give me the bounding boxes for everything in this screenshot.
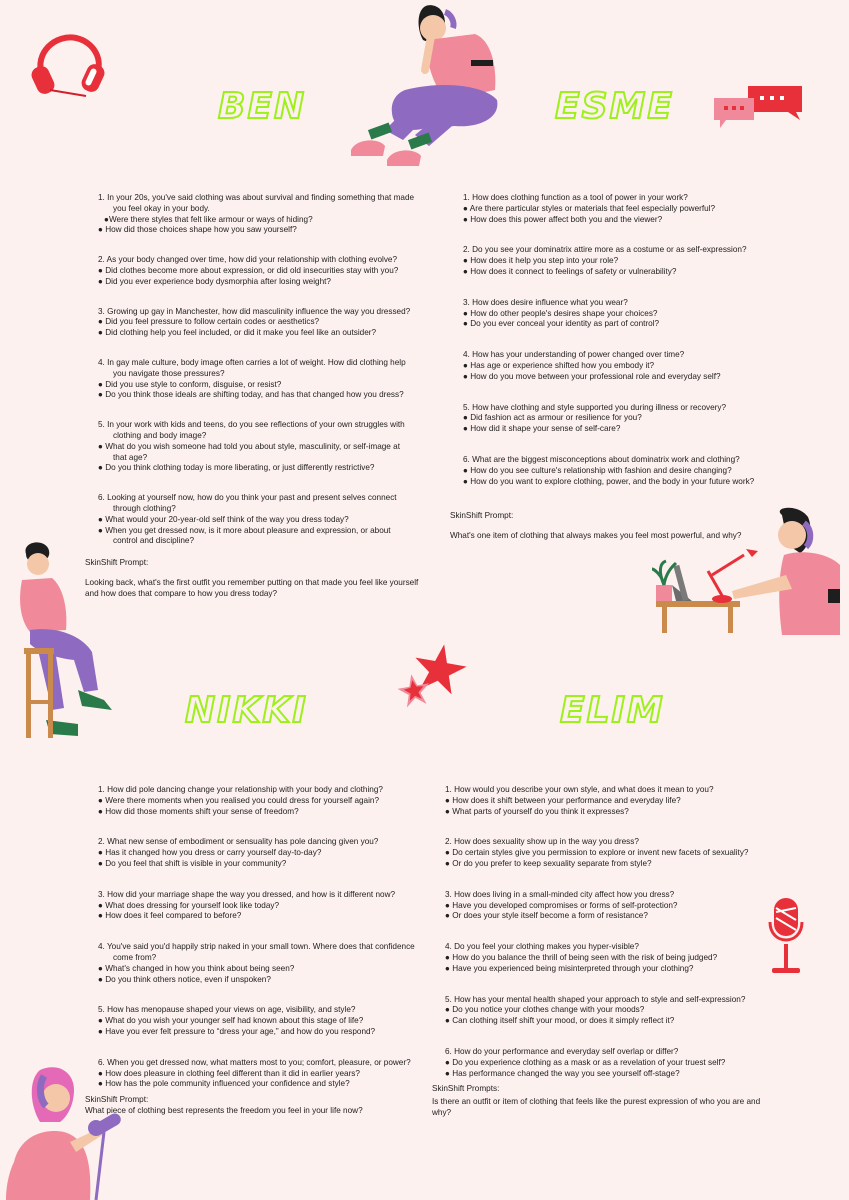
question-block — [445, 890, 748, 922]
question-line: ● How do you see culture's relationship with fashion and desire changing? — [463, 465, 732, 475]
name-esme: ESME — [555, 86, 674, 127]
question-line: ● What's changed in how you think about being seen? — [98, 963, 295, 973]
esme-prompt — [450, 511, 741, 542]
question-block — [98, 493, 414, 547]
question-text: 2. How does sexuality show up in the way you dress? — [445, 837, 639, 847]
stars-icon — [392, 640, 472, 715]
name-nikki: NIKKI — [185, 690, 308, 731]
question-line: ● Do you think those ideals are shifting today, and has that changed how you dress? — [98, 390, 404, 400]
nikki-prompt-heading: SkinShift Prompt: — [85, 1095, 149, 1104]
question-line: ● Do certain styles give you permission to explore or invent new facets of sexuality? — [445, 848, 749, 858]
question-line: ● How do you balance the thrill of being seen with the risk of being judged? — [445, 952, 718, 962]
question-text: 6. How do your performance and everyday self overlap or differ? — [445, 1046, 679, 1056]
question-block — [445, 995, 748, 1027]
question-text: 1. How did pole dancing change your relationship with your body and clothing? — [98, 785, 383, 794]
question-block — [98, 890, 415, 922]
question-line: that age? — [113, 452, 148, 462]
question-block — [445, 942, 748, 974]
question-block — [463, 455, 754, 487]
question-block — [463, 193, 754, 225]
question-line: through clothing? — [113, 503, 176, 513]
question-line: ● Do you notice your clothes change with your moods? — [445, 1005, 645, 1015]
elim-questions — [445, 785, 748, 1079]
question-line: ● What do you wish your younger self had known about this stage of life? — [98, 1016, 364, 1026]
question-line: ● How did it shape your sense of self-care? — [463, 424, 621, 434]
question-line: ● How did those moments shift your sense of freedom? — [98, 806, 299, 816]
nikki-prompt — [85, 1095, 363, 1117]
question-line: ● Has it changed how you dress or carry yourself day-to-day? — [98, 848, 322, 858]
esme-prompt-heading: SkinShift Prompt: — [450, 511, 514, 520]
question-line: control and discipline? — [113, 536, 195, 546]
question-text: 6. Looking at yourself now, how do you think your past and present selves connect — [98, 493, 397, 503]
question-line: you feel okay in your body. — [113, 203, 210, 213]
question-line: ● Or do you prefer to keep sexuality separate from style? — [445, 858, 652, 868]
ben-prompt-line: Looking back, what's the first outfit you remember putting on that made you feel like yourself — [85, 577, 419, 587]
question-line: ● Did clothes become more about expression, or did old insecurities stay with you? — [98, 265, 399, 275]
question-block — [445, 785, 748, 817]
question-block — [98, 420, 414, 474]
question-text: 1. How does clothing function as a tool of power in your work? — [463, 193, 688, 202]
question-line: clothing and body image? — [113, 430, 207, 440]
question-text: 4. Do you feel your clothing makes you hyper-visible? — [445, 942, 639, 952]
elim-prompt-line: why? — [432, 1107, 452, 1117]
question-text: 4. In gay male culture, body image often carries a lot of weight. How did clothing help — [98, 357, 406, 367]
question-block — [98, 307, 414, 339]
question-line: ● How does it feel compared to before? — [98, 911, 242, 921]
question-line: ● How did those choices shape how you saw yourself? — [98, 225, 297, 235]
question-line: ● Did you feel pressure to follow certain codes or aesthetics? — [98, 317, 320, 327]
question-text: 3. Growing up gay in Manchester, how did masculinity influence the way you dressed? — [98, 306, 411, 316]
question-text: 6. When you get dressed now, what matters most to you; comfort, pleasure, or power? — [98, 1057, 411, 1067]
question-block — [98, 255, 414, 287]
question-line: ● What do you wish someone had told you about style, masculinity, or self-image at — [98, 441, 400, 451]
question-line: ● Did clothing help you feel included, or did it make you feel like an outsider? — [98, 328, 377, 338]
question-line: come from? — [113, 952, 157, 962]
question-line: ● Do you feel that shift is visible in your community? — [98, 858, 287, 868]
question-line: ● How does it shift between your performance and everyday life? — [445, 795, 681, 805]
ben-prompt — [85, 558, 418, 599]
question-block — [445, 1047, 748, 1079]
question-line: ● Are there particular styles or materials that feel especially powerful? — [463, 203, 716, 213]
question-line: ● Can clothing itself shift your mood, or does it simply reflect it? — [445, 1016, 675, 1026]
question-text: 2. As your body changed over time, how did your relationship with clothing evolve? — [98, 255, 398, 265]
elim-prompt — [432, 1084, 760, 1118]
question-line: ● Do you ever conceal your identity as part of control? — [463, 319, 660, 329]
chat-bubbles-icon — [712, 84, 807, 129]
question-line: ● What does dressing for yourself look like today? — [98, 900, 280, 910]
name-elim: ELIM — [560, 690, 665, 731]
question-line: ● Or does your style itself become a form of resistance? — [445, 911, 648, 921]
question-line: ● Do you experience clothing as a mask or as a revelation of your truest self? — [445, 1057, 726, 1067]
esme-questions — [463, 193, 754, 487]
question-text: 3. How did your marriage shape the way you dressed, and how is it different now? — [98, 889, 396, 899]
elim-prompt-line: Is there an outfit or item of clothing that feels like the purest expression of who you are and — [432, 1096, 761, 1106]
question-text: 6. What are the biggest misconceptions about dominatrix work and clothing? — [463, 454, 740, 464]
question-line: ● Did you ever experience body dysmorphia after losing weight? — [98, 276, 331, 286]
question-line: ● How does it help you step into your role? — [463, 256, 619, 266]
question-line: ● Did you use style to conform, disguise, or resist? — [98, 379, 282, 389]
question-text: 1. In your 20s, you've said clothing was about survival and finding something that made — [98, 193, 415, 202]
microphone-icon — [766, 894, 806, 976]
question-line: ● Were there moments when you realised you could dress for yourself again? — [98, 795, 380, 805]
question-line: ● How does it connect to feelings of safety or vulnerability? — [463, 266, 677, 276]
question-line: ● How has the pole community influenced your confidence and style? — [98, 1079, 350, 1089]
question-text: 5. How has your mental health shaped your approach to style and self-expression? — [445, 994, 746, 1004]
question-line: ● When you get dressed now, is it more about pleasure and expression, or about — [98, 525, 391, 535]
question-line: ● How do you want to explore clothing, power, and the body in your future work? — [463, 476, 755, 486]
name-ben: BEN — [218, 86, 307, 127]
question-line: ● Have you developed compromises or forms of self-protection? — [445, 900, 678, 910]
question-block — [98, 785, 415, 817]
question-text: 2. What new sense of embodiment or sensuality has pole dancing given you? — [98, 837, 379, 847]
question-line: ● Did fashion act as armour or resilience for you? — [463, 413, 642, 423]
question-line: ● How do other people's desires shape your choices? — [463, 308, 658, 318]
question-block — [98, 193, 414, 236]
ben-questions — [98, 193, 414, 547]
question-line: ●Were there styles that felt like armour or ways of hiding? — [104, 214, 313, 224]
question-line: ● What parts of yourself do you think it expresses? — [445, 806, 629, 816]
question-line: ● Has performance changed the way you see yourself off-stage? — [445, 1068, 680, 1078]
question-block — [98, 1058, 415, 1090]
question-line: ● Has age or experience shifted how you embody it? — [463, 360, 655, 370]
question-text: 4. How has your understanding of power changed over time? — [463, 350, 685, 360]
question-line: ● Do you think others notice, even if unspoken? — [98, 974, 271, 984]
ben-prompt-heading: SkinShift Prompt: — [85, 558, 149, 567]
question-line: ● Have you experienced being misinterpreted through your clothing? — [445, 963, 694, 973]
question-text: 5. In your work with kids and teens, do you see reflections of your own struggles with — [98, 420, 405, 430]
question-line: ● Do you think clothing today is more liberating, or just differently restrictive? — [98, 463, 375, 473]
question-text: 1. How would you describe your own style, and what does it mean to you? — [445, 785, 714, 794]
headphones-icon — [28, 30, 108, 100]
question-line: ● Have you ever felt pressure to “dress your age,” and how do you respond? — [98, 1026, 376, 1036]
question-line: ● How does this power affect both you and the viewer? — [463, 214, 663, 224]
question-text: 3. How does living in a small-minded city affect how you dress? — [445, 889, 675, 899]
ben-prompt-line: and how does that compare to how you dress today? — [85, 588, 278, 598]
nikki-prompt-line: What piece of clothing best represents the freedom you feel in your life now? — [85, 1105, 363, 1115]
nikki-questions — [98, 785, 415, 1090]
esme-prompt-line: What's one item of clothing that always makes you feel most powerful, and why? — [450, 530, 742, 540]
question-text: 5. How have clothing and style supported you during illness or recovery? — [463, 402, 727, 412]
question-block — [463, 350, 754, 382]
woman-with-headphones-illustration — [345, 0, 505, 170]
question-block — [463, 245, 754, 277]
question-block — [98, 358, 414, 401]
question-text: 5. How has menopause shaped your views on age, visibility, and style? — [98, 1005, 356, 1015]
elim-prompt-heading: SkinShift Prompts: — [432, 1084, 500, 1093]
question-line: ● What would your 20-year-old self think of the way you dress today? — [98, 514, 349, 524]
question-line: ● How do you move between your professional role and everyday self? — [463, 371, 721, 381]
question-block — [463, 403, 754, 435]
question-text: 4. You've said you'd happily strip naked in your small town. Where does that confidence — [98, 942, 415, 952]
question-block — [98, 942, 415, 985]
question-block — [98, 837, 415, 869]
question-text: 3. How does desire influence what you wear? — [463, 297, 628, 307]
question-block — [445, 837, 748, 869]
question-block — [98, 1005, 415, 1037]
question-line: ● How does pleasure in clothing feel different than it did in earlier years? — [98, 1068, 360, 1078]
question-line: you navigate those pressures? — [113, 368, 225, 378]
question-text: 2. Do you see your dominatrix attire more as a costume or as self-expression? — [463, 245, 747, 255]
question-block — [463, 298, 754, 330]
